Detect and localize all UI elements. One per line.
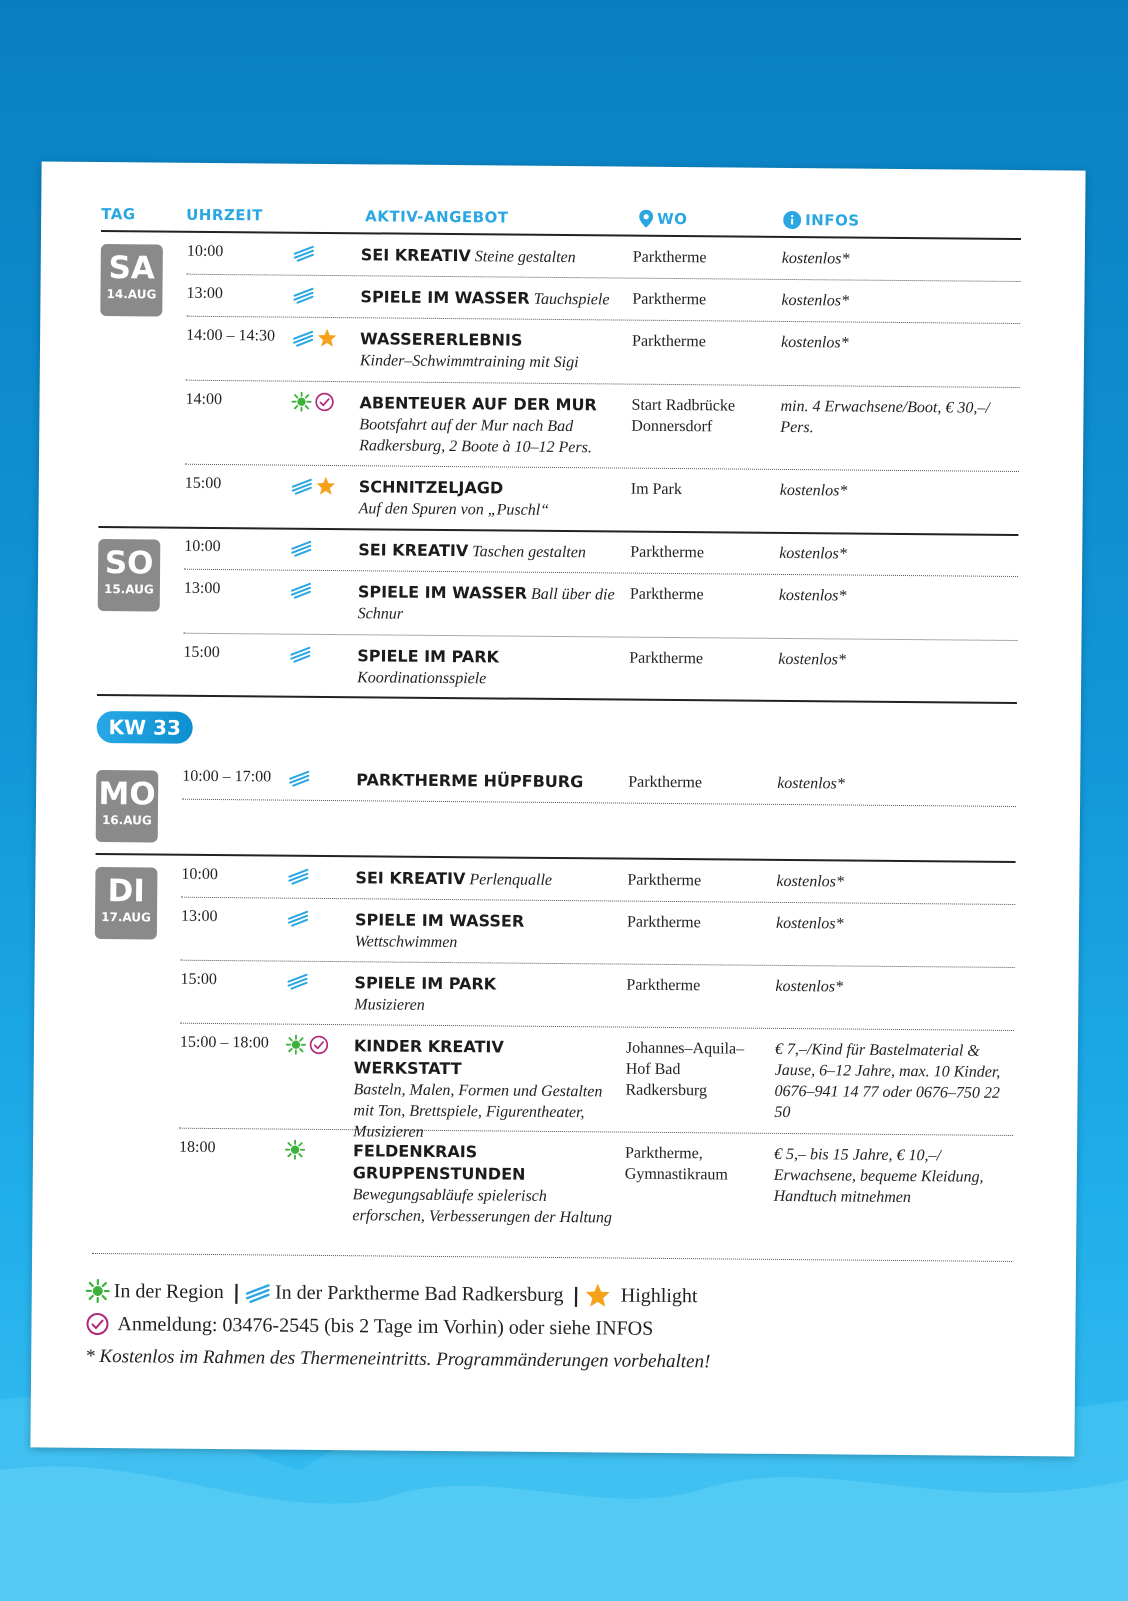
row-divider: [184, 633, 1018, 641]
activity-subtitle: [358, 624, 618, 626]
activity-title: WASSERERLEBNIS: [360, 329, 523, 350]
activity-title-extra: Taschen gestalten: [472, 543, 586, 562]
day-name: SA: [108, 250, 156, 287]
col-header-uhrzeit: UHRZEIT: [186, 205, 263, 225]
program-row: [40, 389, 1084, 457]
category-icons: [287, 909, 309, 927]
activity-title: SEI KREATIV: [355, 868, 466, 889]
therme-icon: [291, 477, 313, 495]
check-icon: [85, 1312, 109, 1336]
info-cell: kostenlos*: [781, 333, 849, 352]
category-icons: [288, 769, 310, 787]
category-icons: [293, 244, 315, 262]
footnote: * Kostenlos im Rahmen des Thermeneintritts. Programmänderungen vorbehalten!: [85, 1345, 711, 1373]
therme-icon: [292, 329, 314, 347]
info-cell: kostenlos*: [781, 249, 850, 268]
day-date: 17.AUG: [101, 910, 151, 925]
therme-icon: [289, 645, 311, 663]
row-divider: [185, 464, 1019, 472]
activity-subtitle: [360, 308, 620, 310]
location-cell: Parktherme: [632, 290, 707, 309]
location-cell: Im Park: [630, 480, 682, 499]
time-cell: 15:00: [184, 474, 222, 493]
category-icons: [286, 972, 308, 990]
row-divider: [184, 569, 1018, 577]
time-cell: 10:00: [184, 537, 221, 556]
activity-subtitle: [361, 266, 621, 268]
activity-title: SPIELE IM PARK: [354, 973, 497, 994]
activity-cell: [357, 645, 617, 690]
activity-cell: [360, 328, 620, 373]
activity-subtitle: Koordinationsspiele: [357, 669, 487, 688]
therme-icon: [245, 1281, 271, 1303]
col-header-angebot: AKTIV-ANGEBOT: [365, 207, 509, 227]
category-icons: [289, 645, 311, 663]
activity-title: SEI KREATIV: [360, 245, 471, 266]
location-cell: Parktherme: [629, 649, 704, 668]
location-cell: Parktherme: [627, 871, 702, 890]
region-icon: [86, 1279, 110, 1303]
info-cell: € 5,– bis 15 Jahre, € 10,–/ Erwachsene, bequeme Kleidung, Handtuch mitnehmen: [773, 1145, 984, 1207]
time-cell: 14:00 – 14:30: [186, 326, 276, 345]
info-cell: min. 4 Erwachsene/Boot, € 30,–/ Pers.: [780, 397, 990, 437]
region-icon: [285, 1140, 305, 1160]
location-cell: Parktherme: [626, 976, 701, 995]
location-cell: Johannes–Aquila–Hof Bad Radkersburg: [625, 1039, 745, 1100]
table-end-rule: [92, 1253, 1012, 1262]
activity-subtitle: Bootsfahrt auf der Mur nach Bad Radkersburg, 2 Boote à 10–12 Pers.: [359, 416, 592, 457]
info-cell: kostenlos*: [779, 481, 848, 500]
activity-cell: [355, 867, 615, 891]
header-rule: [101, 230, 1021, 240]
legend-row-2: [85, 1312, 657, 1341]
legend-separator: |: [232, 1280, 241, 1305]
time-cell: 10:00: [181, 865, 218, 884]
activity-subtitle: Musizieren: [354, 996, 425, 1014]
activity-title: FELDENKRAIS GRUPPENSTUNDEN: [352, 1141, 526, 1184]
activity-cell: [358, 539, 618, 563]
location-cell: Parktherme: [632, 332, 706, 351]
therme-icon: [290, 539, 312, 557]
time-cell: 10:00: [186, 242, 224, 261]
day-name: SO: [104, 545, 154, 582]
activity-cell: [361, 244, 621, 268]
activity-cell: [359, 476, 619, 521]
info-cell: kostenlos*: [775, 914, 844, 933]
therme-icon: [286, 972, 308, 990]
region-icon: [291, 392, 311, 412]
star-icon: [585, 1282, 611, 1308]
activity-subtitle: Bewegungsabläufe spielerisch erforschen, Verbesserungen der Haltung: [352, 1186, 613, 1227]
activity-title: SPIELE IM WASSER: [354, 910, 525, 931]
therme-icon: [290, 581, 312, 599]
location-cell: Parktherme: [629, 585, 704, 604]
therme-icon: [287, 909, 309, 927]
program-row: [35, 969, 1079, 1014]
row-divider: [186, 316, 1020, 324]
activity-cell: [356, 769, 616, 793]
day-date: 16.AUG: [101, 813, 152, 828]
activity-subtitle: Auf den Spuren von „Puschl“: [358, 500, 550, 519]
time-cell: 15:00 – 18:00: [179, 1033, 269, 1052]
activity-title: SEI KREATIV: [358, 540, 469, 561]
activity-title: PARKTHERME HÜPFBURG: [356, 770, 584, 792]
check-icon: [314, 392, 334, 412]
activity-title-extra: Perlenqualle: [469, 871, 553, 889]
legend-region-label: In der Region: [113, 1279, 224, 1303]
activity-title: SCHNITZELJAGD: [358, 477, 504, 498]
row-divider: [181, 960, 1015, 968]
legend-separator: |: [572, 1283, 580, 1308]
activity-title: SPIELE IM PARK: [357, 646, 500, 667]
activity-subtitle: [355, 889, 615, 891]
day-name: DI: [107, 873, 146, 910]
program-row: [36, 766, 1080, 793]
category-icons: [285, 1140, 305, 1160]
info-cell: kostenlos*: [778, 586, 847, 605]
category-icons: [290, 539, 312, 557]
therme-icon: [287, 867, 309, 885]
activity-subtitle: [356, 791, 616, 793]
day-badge-mo: [96, 770, 159, 843]
legend-anmeldung: Anmeldung: 03476-2545 (bis 2 Tage im Vorhin) oder siehe INFOS: [117, 1312, 654, 1340]
location-cell: Parktherme: [628, 773, 703, 792]
time-cell: 15:00: [183, 643, 220, 662]
location-cell: Parktherme: [630, 543, 705, 562]
activity-subtitle: Wettschwimmen: [354, 933, 458, 952]
day-rule: [97, 694, 1017, 704]
col-header-wo: WO: [639, 209, 687, 229]
therme-icon: [288, 769, 310, 787]
location-cell: Start Radbrücke Donnersdorf: [631, 396, 736, 436]
day-badge-sa: [100, 244, 163, 317]
program-row: [38, 536, 1082, 563]
program-row: [35, 864, 1079, 891]
therme-icon: [292, 286, 314, 304]
col-header-tag: TAG: [101, 204, 136, 224]
location-cell: Parktherme, Gymnastikraum: [624, 1144, 728, 1184]
info-cell: kostenlos*: [778, 650, 846, 669]
info-cell: kostenlos*: [779, 544, 847, 563]
info-cell: kostenlos*: [775, 977, 844, 996]
day-date: 14.AUG: [106, 287, 157, 302]
day-badge-so: [98, 539, 161, 612]
location-cell: Parktherme: [626, 913, 701, 932]
category-icons: [291, 476, 336, 496]
program-row: [37, 642, 1081, 688]
activity-title: ABENTEUER AUF DER MUR: [359, 393, 597, 415]
row-divider: [181, 897, 1015, 905]
time-cell: 14:00: [185, 390, 223, 409]
activity-cell: [355, 909, 615, 954]
activity-subtitle: Basteln, Malen, Formen und Gestalten mit Ton, Brettspiele, Figurentheater, Musizieren: [353, 1081, 603, 1141]
activity-subtitle: [358, 561, 618, 563]
activity-title: KINDER KREATIV WERKSTATT: [353, 1036, 504, 1079]
program-row: [41, 241, 1085, 268]
day-name: MO: [98, 775, 156, 813]
activity-title: SPIELE IM WASSER: [357, 582, 528, 603]
star-icon: [317, 328, 337, 348]
day-rule: [98, 526, 1018, 536]
info-cell: kostenlos*: [776, 872, 844, 891]
category-icons: [292, 286, 314, 304]
legend-highlight-label: Highlight: [620, 1284, 698, 1307]
category-icons: [292, 328, 337, 348]
activity-cell: [352, 1140, 613, 1228]
info-icon: [783, 211, 801, 229]
row-divider: [186, 380, 1020, 388]
time-cell: 13:00: [180, 907, 218, 926]
program-card: [30, 161, 1085, 1456]
info-cell: kostenlos*: [777, 774, 845, 793]
legend-row-1: [86, 1278, 702, 1309]
activity-cell: [353, 1035, 614, 1144]
info-cell: € 7,–/Kind für Bastelmaterial & Jause, 6–12 Jahre, max. 10 Kinder, 0676–941 14 77 oder 0676–750 22 50: [774, 1040, 1001, 1122]
day-rule: [96, 853, 1016, 863]
day-badge-di: [95, 867, 158, 940]
time-cell: 18:00: [178, 1138, 216, 1157]
star-icon: [316, 476, 336, 496]
activity-title-extra: Tauchspiele: [533, 290, 610, 309]
check-icon: [309, 1035, 329, 1055]
therme-icon: [293, 244, 315, 262]
legend-therme-label: In der Parktherme Bad Radkersburg: [274, 1281, 564, 1306]
location-cell: Parktherme: [632, 248, 707, 267]
time-cell: 13:00: [183, 579, 221, 598]
col-header-infos: INFOS: [783, 210, 860, 231]
category-icons: [291, 392, 334, 412]
row-divider: [187, 274, 1021, 282]
activity-cell: [360, 286, 620, 310]
program-row: [39, 473, 1083, 519]
program-row: [34, 1032, 1078, 1141]
day-date: 15.AUG: [103, 582, 154, 597]
program-row: [40, 325, 1084, 372]
activity-title-extra: Ball über die Schnur: [357, 585, 615, 623]
row-divider: [180, 1023, 1014, 1031]
activity-cell: [358, 581, 618, 626]
week-badge: KW 33: [97, 711, 193, 744]
activity-subtitle: Kinder–Schwimmtraining mit Sigi: [359, 352, 579, 372]
time-cell: 13:00: [186, 284, 224, 303]
time-cell: 15:00: [180, 970, 218, 989]
category-icons: [286, 1035, 329, 1055]
location-pin-icon: [639, 210, 653, 228]
time-cell: 10:00 – 17:00: [182, 767, 272, 786]
category-icons: [287, 867, 309, 885]
activity-title-extra: Steine gestalten: [474, 248, 576, 267]
info-cell: kostenlos*: [781, 291, 850, 310]
category-icons: [290, 581, 312, 599]
activity-cell: [354, 972, 614, 1017]
row-divider: [182, 799, 1016, 807]
activity-cell: [359, 392, 620, 458]
region-icon: [286, 1035, 306, 1055]
activity-title: SPIELE IM WASSER: [360, 287, 530, 308]
